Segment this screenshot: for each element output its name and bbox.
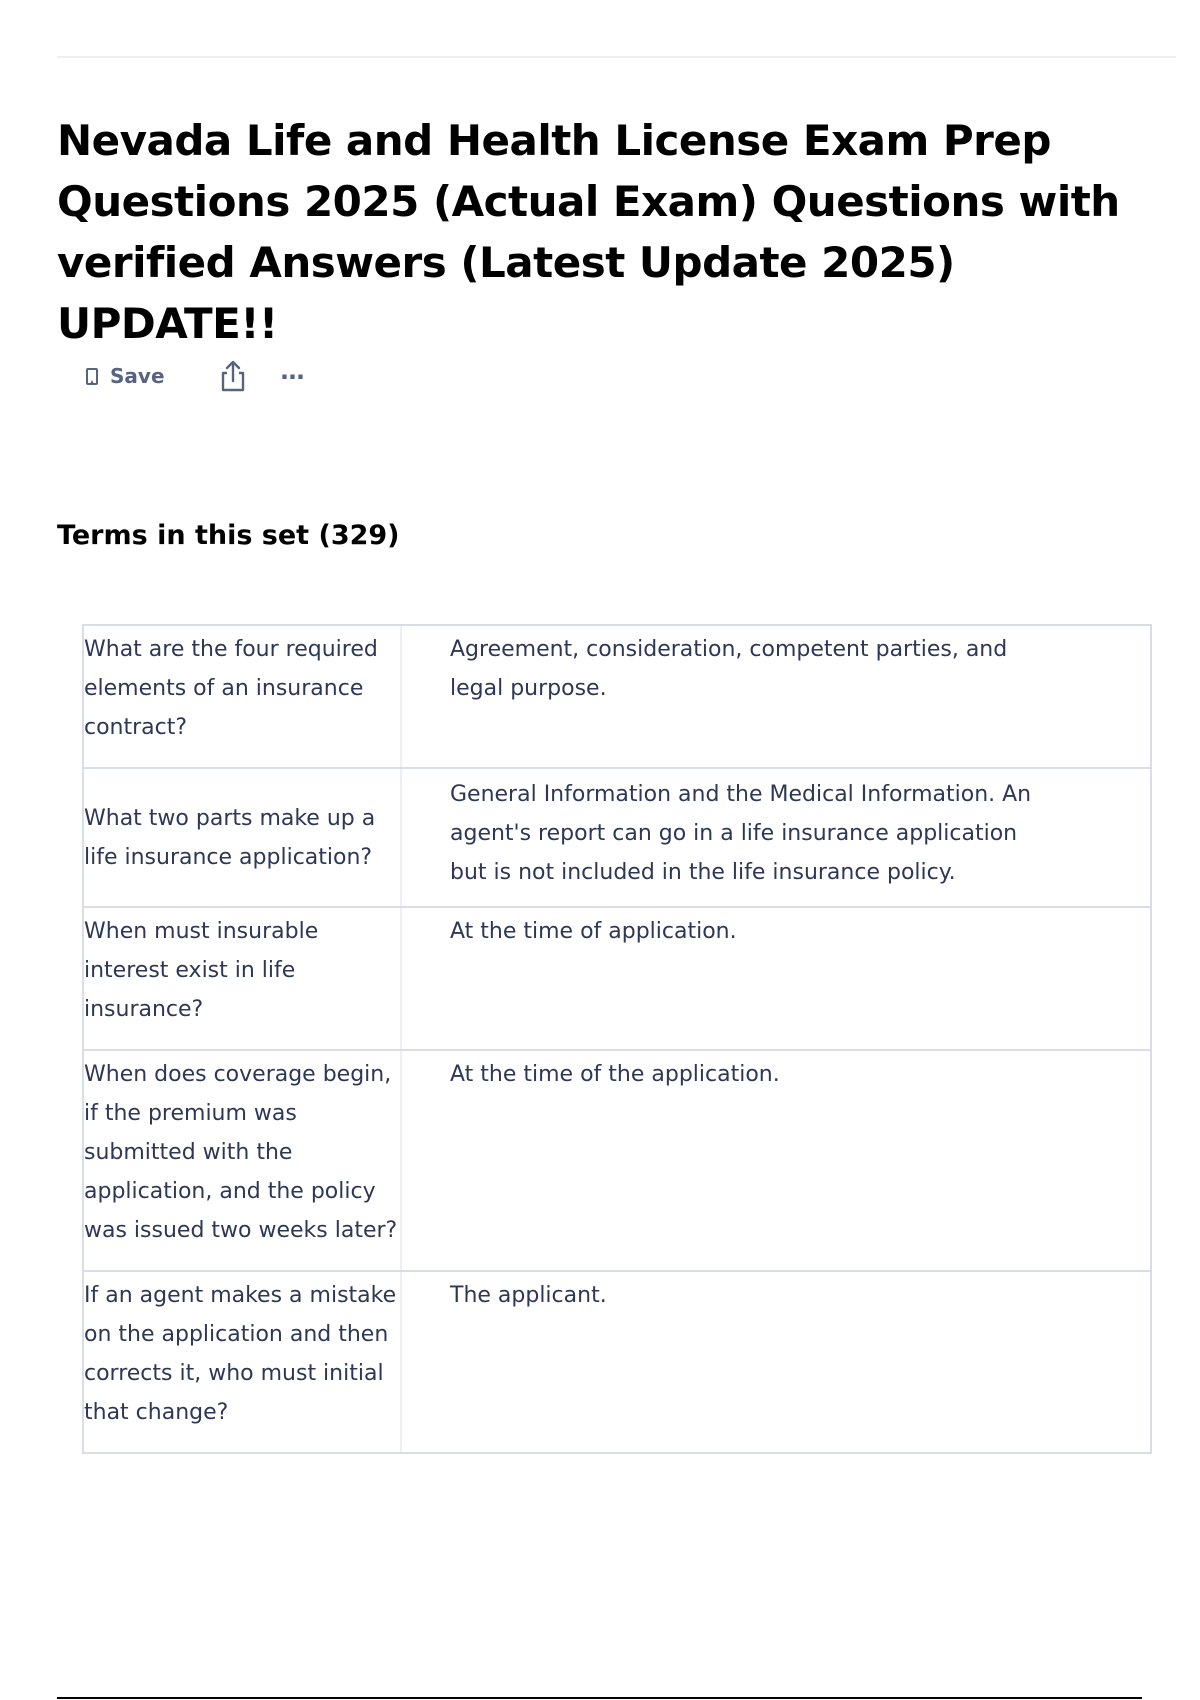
- share-icon: [219, 360, 247, 392]
- terms-list: [82, 624, 1152, 1454]
- term-text-inner: What two parts make up a life insurance application?: [84, 805, 376, 870]
- definition-text: At the time of application.: [450, 919, 737, 944]
- more-icon: …: [280, 357, 306, 385]
- bottom-divider: [57, 1697, 1142, 1699]
- term-text: What are the four required elements of an insurance contract?: [84, 626, 402, 767]
- more-options-button[interactable]: [280, 357, 306, 385]
- definition-text: At the time of the application.: [450, 1062, 780, 1087]
- page-title: Nevada Life and Health License Exam Prep Questions 2025 (Actual Exam) Questions with verified Answers (Latest Update 2025) UPDATE!!: [57, 116, 1120, 348]
- top-divider: [57, 56, 1176, 58]
- term-text: When does coverage begin, if the premium was submitted with the application, and the policy was issued two weeks later?: [84, 1051, 402, 1270]
- term-row: [84, 906, 1150, 1049]
- definition-text: [402, 769, 1150, 906]
- definition-text: Agreement, consideration, competent parties, and legal purpose.: [450, 637, 1008, 701]
- term-row: [84, 1270, 1150, 1452]
- term-text: If an agent makes a mistake on the application and then corrects it, who must initial that change?: [84, 1272, 402, 1452]
- term-text: [84, 769, 402, 906]
- terms-heading: Terms in this set (329): [57, 520, 400, 551]
- save-button[interactable]: [86, 364, 165, 388]
- term-row: [84, 626, 1150, 767]
- term-text: When must insurable interest exist in life insurance?: [84, 908, 402, 1049]
- save-label: Save: [110, 364, 165, 388]
- definition-text: The applicant.: [450, 1283, 607, 1308]
- definition-text-inner: General Information and the Medical Information. An agent's report can go in a life insurance application but is not included in the life insurance policy.: [450, 782, 1032, 885]
- set-toolbar: [86, 358, 306, 394]
- term-row: [84, 1049, 1150, 1270]
- share-button[interactable]: [219, 360, 247, 392]
- bookmark-icon: [86, 368, 98, 385]
- term-row: [84, 767, 1150, 906]
